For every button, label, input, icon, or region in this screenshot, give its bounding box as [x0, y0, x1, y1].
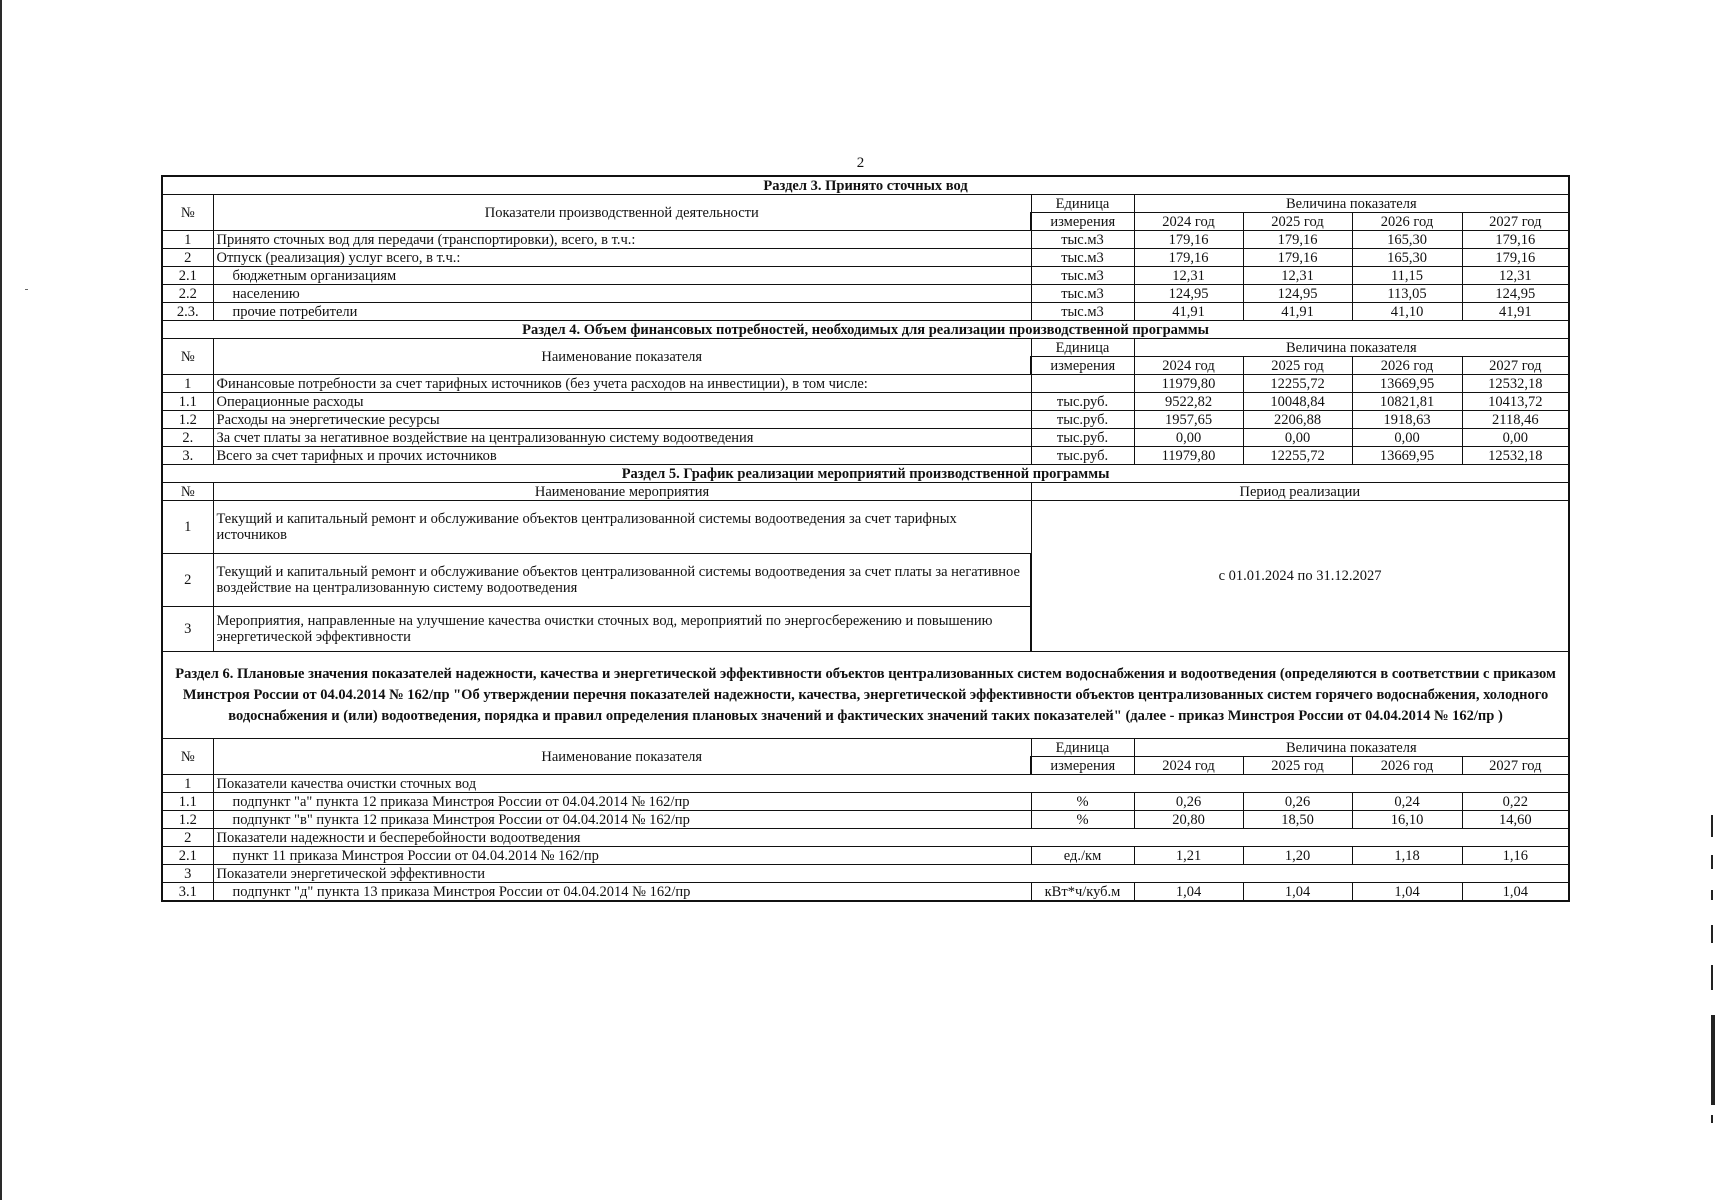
section-title: Раздел 5. График реализации мероприятий производственной программы [162, 465, 1569, 483]
year-header: 2024 год [1134, 757, 1243, 775]
table-row [162, 501, 1569, 554]
value-cell: 2206,88 [1243, 411, 1352, 429]
section-title-row [162, 652, 1569, 739]
page-number: 2 [856, 155, 865, 171]
value-cell: 12255,72 [1243, 447, 1352, 465]
row-number: 1 [162, 231, 213, 249]
unit-cell: % [1031, 811, 1134, 829]
unit-header: измерения [1031, 357, 1134, 375]
value-cell: 179,16 [1462, 249, 1569, 267]
value-cell: 9522,82 [1134, 393, 1243, 411]
value-cell: 179,16 [1462, 231, 1569, 249]
header-row [162, 483, 1569, 501]
value-cell: 0,00 [1243, 429, 1352, 447]
value-cell: 18,50 [1243, 811, 1352, 829]
table-row [162, 811, 1569, 829]
row-number: 2.3. [162, 303, 213, 321]
scan-edge-line [0, 0, 2, 1200]
section-title-row [162, 465, 1569, 483]
unit-cell: ед./км [1031, 847, 1134, 865]
table-row [162, 447, 1569, 465]
indicator-name: Финансовые потребности за счет тарифных источников (без учета расходов на инвестиции), в том числе: [213, 375, 1031, 393]
num-header: № [162, 339, 213, 375]
value-cell: 124,95 [1134, 285, 1243, 303]
value-cell: 1,04 [1134, 883, 1243, 902]
value-cell: 11,15 [1352, 267, 1462, 285]
value-cell: 113,05 [1352, 285, 1462, 303]
value-cell: 0,26 [1243, 793, 1352, 811]
value-cell: 2118,46 [1462, 411, 1569, 429]
unit-header: Единица [1031, 339, 1134, 357]
unit-cell [1031, 375, 1134, 393]
value-cell: 12,31 [1462, 267, 1569, 285]
value-cell: 14,60 [1462, 811, 1569, 829]
row-number: 1.1 [162, 793, 213, 811]
row-number: 1 [162, 501, 213, 554]
year-header: 2025 год [1243, 757, 1352, 775]
value-cell: 0,26 [1134, 793, 1243, 811]
year-header: 2027 год [1462, 757, 1569, 775]
value-cell: 124,95 [1243, 285, 1352, 303]
indicator-name: прочие потребители [213, 303, 1031, 321]
value-cell: 13669,95 [1352, 375, 1462, 393]
year-header: 2026 год [1352, 757, 1462, 775]
indicator-name: Операционные расходы [213, 393, 1031, 411]
section-title-row [162, 321, 1569, 339]
row-number: 1 [162, 375, 213, 393]
row-number: 2.1 [162, 847, 213, 865]
row-number: 2 [162, 554, 213, 607]
unit-header: Единица [1031, 739, 1134, 757]
year-header: 2027 год [1462, 357, 1569, 375]
table-row [162, 375, 1569, 393]
scan-edge-marks [1711, 815, 1717, 1145]
header-row [162, 339, 1569, 357]
row-number: 3 [162, 865, 213, 883]
value-cell: 10821,81 [1352, 393, 1462, 411]
value-cell: 1918,63 [1352, 411, 1462, 429]
value-cell: 1,20 [1243, 847, 1352, 865]
row-number: 1 [162, 775, 213, 793]
value-cell: 12,31 [1243, 267, 1352, 285]
indicator-name: За счет платы за негативное воздействие на централизованную систему водоотведения [213, 429, 1031, 447]
event-name: Мероприятия, направленные на улучшение качества очистки сточных вод, мероприятий по энергосбережению и повышению энергетической эффективности [213, 607, 1031, 652]
period-header: Период реализации [1031, 483, 1569, 501]
value-cell: 13669,95 [1352, 447, 1462, 465]
value-header: Величина показателя [1134, 195, 1569, 213]
value-cell: 1,04 [1352, 883, 1462, 902]
value-cell: 179,16 [1134, 231, 1243, 249]
value-cell: 0,00 [1352, 429, 1462, 447]
unit-cell: тыс.м3 [1031, 267, 1134, 285]
table-row [162, 231, 1569, 249]
value-cell: 12255,72 [1243, 375, 1352, 393]
year-header: 2027 год [1462, 213, 1569, 231]
unit-cell: тыс.м3 [1031, 231, 1134, 249]
indicator-header: Наименование показателя [213, 339, 1031, 375]
indicator-name: Принято сточных вод для передачи (транспортировки), всего, в т.ч.: [213, 231, 1031, 249]
year-header: 2026 год [1352, 213, 1462, 231]
table-row [162, 303, 1569, 321]
unit-cell: тыс.м3 [1031, 285, 1134, 303]
table-row [162, 847, 1569, 865]
value-cell: 16,10 [1352, 811, 1462, 829]
unit-cell: тыс.м3 [1031, 249, 1134, 267]
table-row [162, 883, 1569, 902]
indicator-header: Наименование показателя [213, 739, 1031, 775]
year-header: 2024 год [1134, 357, 1243, 375]
row-number: 1.1 [162, 393, 213, 411]
indicator-name: Всего за счет тарифных и прочих источников [213, 447, 1031, 465]
value-cell: 41,91 [1134, 303, 1243, 321]
row-number: 1.2 [162, 811, 213, 829]
year-header: 2025 год [1243, 357, 1352, 375]
table-row [162, 775, 1569, 793]
unit-cell: тыс.руб. [1031, 447, 1134, 465]
indicator-name: подпункт "а" пункта 12 приказа Минстроя России от 04.04.2014 № 162/пр [213, 793, 1031, 811]
unit-cell: тыс.м3 [1031, 303, 1134, 321]
value-cell: 0,00 [1134, 429, 1243, 447]
value-cell: 41,10 [1352, 303, 1462, 321]
production-program-table [161, 175, 1570, 902]
table-row [162, 865, 1569, 883]
row-number: 3. [162, 447, 213, 465]
table-row [162, 411, 1569, 429]
indicator-name: Отпуск (реализация) услуг всего, в т.ч.: [213, 249, 1031, 267]
value-cell: 165,30 [1352, 249, 1462, 267]
value-cell: 1,04 [1462, 883, 1569, 902]
value-cell: 1957,65 [1134, 411, 1243, 429]
table-row [162, 393, 1569, 411]
indicator-name: Расходы на энергетические ресурсы [213, 411, 1031, 429]
scan-speck [25, 289, 28, 290]
unit-header: измерения [1031, 757, 1134, 775]
row-number: 3 [162, 607, 213, 652]
value-cell: 41,91 [1243, 303, 1352, 321]
unit-cell: тыс.руб. [1031, 393, 1134, 411]
table-row [162, 285, 1569, 303]
value-cell: 1,21 [1134, 847, 1243, 865]
indicator-name: подпункт "д" пункта 13 приказа Минстроя России от 04.04.2014 № 162/пр [213, 883, 1031, 902]
value-cell: 0,22 [1462, 793, 1569, 811]
num-header: № [162, 195, 213, 231]
event-name: Текущий и капитальный ремонт и обслуживание объектов централизованной системы водоотведения за счет тарифных источников [213, 501, 1031, 554]
group-name: Показатели энергетической эффективности [213, 865, 1569, 883]
row-number: 2. [162, 429, 213, 447]
unit-cell: кВт*ч/куб.м [1031, 883, 1134, 902]
indicator-name: подпункт "в" пункта 12 приказа Минстроя России от 04.04.2014 № 162/пр [213, 811, 1031, 829]
section-title: Раздел 3. Принято сточных вод [162, 176, 1569, 195]
row-number: 2 [162, 829, 213, 847]
num-header: № [162, 739, 213, 775]
value-cell: 12532,18 [1462, 375, 1569, 393]
year-header: 2024 год [1134, 213, 1243, 231]
row-number: 3.1 [162, 883, 213, 902]
value-cell: 124,95 [1462, 285, 1569, 303]
row-number: 2.2 [162, 285, 213, 303]
value-cell: 179,16 [1243, 231, 1352, 249]
value-header: Величина показателя [1134, 339, 1569, 357]
value-cell: 11979,80 [1134, 375, 1243, 393]
row-number: 1.2 [162, 411, 213, 429]
unit-header: измерения [1031, 213, 1134, 231]
row-number: 2.1 [162, 267, 213, 285]
value-cell: 10413,72 [1462, 393, 1569, 411]
table-row [162, 249, 1569, 267]
value-cell: 12,31 [1134, 267, 1243, 285]
group-name: Показатели качества очистки сточных вод [213, 775, 1569, 793]
value-cell: 41,91 [1462, 303, 1569, 321]
value-cell: 1,18 [1352, 847, 1462, 865]
year-header: 2026 год [1352, 357, 1462, 375]
value-cell: 165,30 [1352, 231, 1462, 249]
value-cell: 179,16 [1134, 249, 1243, 267]
indicator-name: пункт 11 приказа Минстроя России от 04.04.2014 № 162/пр [213, 847, 1031, 865]
table-row [162, 267, 1569, 285]
indicator-header: Показатели производственной деятельности [213, 195, 1031, 231]
unit-cell: тыс.руб. [1031, 429, 1134, 447]
event-name: Текущий и капитальный ремонт и обслуживание объектов централизованной системы водоотведения за счет платы за негативное воздействие на централизованную систему водоотведения [213, 554, 1031, 607]
indicator-name: населению [213, 285, 1031, 303]
value-cell: 10048,84 [1243, 393, 1352, 411]
value-cell: 0,24 [1352, 793, 1462, 811]
period-value: с 01.01.2024 по 31.12.2027 [1031, 501, 1569, 652]
section-title-row [162, 176, 1569, 195]
num-header: № [162, 483, 213, 501]
value-cell: 0,00 [1462, 429, 1569, 447]
year-header: 2025 год [1243, 213, 1352, 231]
value-cell: 11979,80 [1134, 447, 1243, 465]
header-row [162, 739, 1569, 757]
event-header: Наименование мероприятия [213, 483, 1031, 501]
unit-header: Единица [1031, 195, 1134, 213]
header-row [162, 195, 1569, 213]
table-row [162, 793, 1569, 811]
table-row [162, 429, 1569, 447]
value-header: Величина показателя [1134, 739, 1569, 757]
value-cell: 12532,18 [1462, 447, 1569, 465]
group-name: Показатели надежности и бесперебойности водоотведения [213, 829, 1569, 847]
value-cell: 20,80 [1134, 811, 1243, 829]
unit-cell: тыс.руб. [1031, 411, 1134, 429]
table-row [162, 829, 1569, 847]
section-title: Раздел 6. Плановые значения показателей надежности, качества и энергетической эффективности объектов централизованных систем водоснабжения и водоотведения (определяются в соответствии с приказом Минстроя России от 04.04.2014 № 162/пр "Об утверждении перечня показателей надежности, качества, энергетической эффективности объектов централизованных систем горячего водоснабжения, холодного водоснабжения и (или) водоотведения, порядка и правил определения плановых значений и фактических значений таких показателей" (далее - приказ Минстроя России от 04.04.2014 № 162/пр ) [162, 652, 1569, 739]
unit-cell: % [1031, 793, 1134, 811]
value-cell: 1,04 [1243, 883, 1352, 902]
row-number: 2 [162, 249, 213, 267]
indicator-name: бюджетным организациям [213, 267, 1031, 285]
value-cell: 1,16 [1462, 847, 1569, 865]
section-title: Раздел 4. Объем финансовых потребностей, необходимых для реализации производственной программы [162, 321, 1569, 339]
value-cell: 179,16 [1243, 249, 1352, 267]
